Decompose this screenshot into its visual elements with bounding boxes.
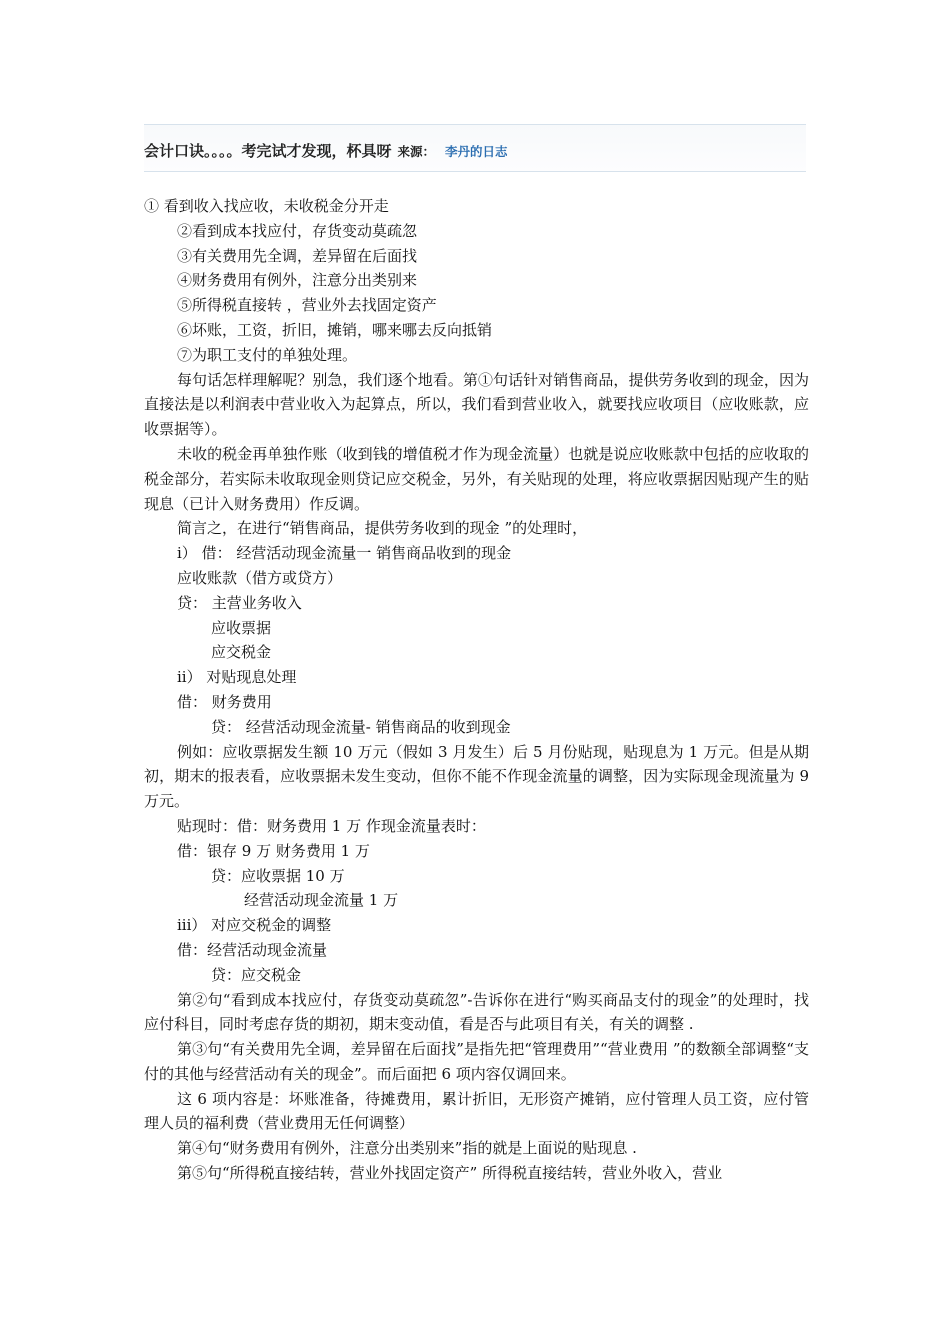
text-line: 贴现时：借：财务费用 1 万 作现金流量表时： bbox=[177, 816, 486, 835]
source-blog-link[interactable]: 李丹的日志 bbox=[445, 144, 508, 159]
text-line: 贷： 经营活动现金流量- 销售商品的收到现金 bbox=[211, 717, 511, 736]
text-line: 贷：应交税金 bbox=[211, 965, 302, 984]
text-line: ⑥坏账，工资，折旧，摊销，哪来哪去反向抵销 bbox=[177, 320, 493, 339]
blog-header-bar bbox=[144, 124, 806, 172]
text-line: 经营活动现金流量 1 万 bbox=[244, 891, 399, 910]
text-line: 借：经营活动现金流量 bbox=[177, 940, 328, 959]
source-label: 来源： bbox=[397, 144, 436, 159]
text-line: ① 看到收入找应收，未收税金分开走 bbox=[144, 197, 389, 215]
text-line: 第⑤句“所得税直接结转，营业外找固定资产” 所得税直接结转，营业外收入，营业 bbox=[177, 1164, 723, 1183]
text-line: i） 借： 经营活动现金流量一 销售商品收到的现金 bbox=[177, 544, 512, 563]
text-line: 贷：应收票据 10 万 bbox=[211, 866, 345, 885]
text-line: ④财务费用有例外，注意分出类别来 bbox=[177, 271, 418, 290]
text-line: ③有关费用先全调，差异留在后面找 bbox=[177, 246, 418, 265]
text-line: 第④句“财务费用有例外，注意分出类别来”指的就是上面说的贴现息 . bbox=[177, 1139, 637, 1158]
text-line: ii） 对贴现息处理 bbox=[177, 668, 297, 687]
post-title: 会计口诀。。。。考完试才发现，杯具呀 bbox=[144, 142, 392, 160]
text-line: 应收票据 bbox=[211, 618, 272, 637]
text-line: ⑤所得税直接转 ，营业外去找固定资产 bbox=[177, 296, 437, 315]
paragraph: 例如：应收票据发生额 10 万元（假如 3 月发生）后 5 月份贴现，贴现息为 1 万元。但是从期初，期末的报表看，应收票据未发生变动，但你不能不作现金流量的调整，因为实际现金现流量为 9 万元。 bbox=[144, 742, 809, 811]
text-line: iii） 对应交税金的调整 bbox=[177, 916, 332, 935]
paragraph: 这 6 项内容是：坏账准备，待摊费用，累计折旧，无形资产摊销，应付管理人员工资，应付管理人员的福利费（营业费用无任何调整） bbox=[144, 1089, 809, 1133]
text-line: 借： 财务费用 bbox=[177, 692, 272, 711]
text-line: 应交税金 bbox=[211, 643, 272, 662]
text-line: 借：银存 9 万 财务费用 1 万 bbox=[177, 841, 370, 860]
text-line: ②看到成本找应付，存货变动莫疏忽 bbox=[177, 221, 418, 240]
post-title-row bbox=[144, 140, 508, 161]
text-line: ⑦为职工支付的单独处理。 bbox=[177, 345, 358, 364]
paragraph: 第③句“有关费用先全调，差异留在后面找”是指先把“管理费用”“营业费用 ”的数额全部调整“支付的其他与经营活动有关的现金”。而后面把 6 项内容仅调回来。 bbox=[144, 1040, 809, 1083]
paragraph: 第②句“看到成本找应付，存货变动莫疏忽”-告诉你在进行“购买商品支付的现金”的处理时，找应付科目，同时考虑存货的期初，期末变动值，看是否与此项目有关，有关的调整 . bbox=[144, 990, 809, 1034]
text-line: 贷： 主营业务收入 bbox=[177, 593, 302, 612]
article-body bbox=[144, 194, 809, 1186]
text-line: 应收账款（借方或贷方） bbox=[177, 568, 343, 587]
paragraph: 未收的税金再单独作账（收到钱的增值税才作为现金流量）也就是说应收账款中包括的应收取的税金部分，若实际未收取现金则贷记应交税金，另外，有关贴现的处理，将应收票据因贴现产生的贴现息（已计入财务费用）作反调。 bbox=[144, 444, 809, 513]
paragraph: 每句话怎样理解呢？别急，我们逐个地看。第①句话针对销售商品，提供劳务收到的现金，因为直接法是以利润表中营业收入为起算点，所以，我们看到营业收入，就要找应收项目（应收账款，应收票据等）。 bbox=[144, 370, 809, 439]
text-line: 简言之，在进行“销售商品，提供劳务收到的现金 ”的处理时， bbox=[177, 519, 588, 538]
